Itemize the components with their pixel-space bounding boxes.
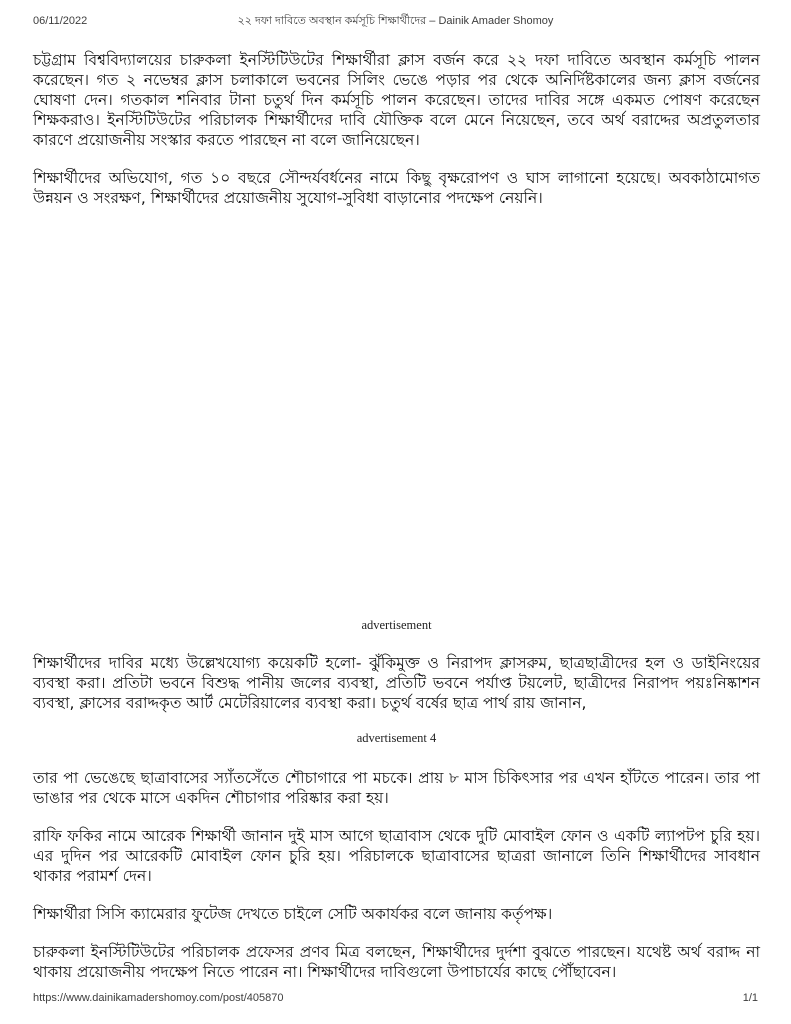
advertisement-label: advertisement <box>361 618 432 632</box>
article-paragraph: শিক্ষার্থীদের দাবির মধ্যে উল্লেখযোগ্য কয়েকটি হলো- ঝুঁকিমুক্ত ও নিরাপদ ক্লাসরুম, ছাত্রছাত্রীদের হল ও ডাইনিংয়ের ব্যবস্থা করা। প্রতিটা ভবনে বিশুদ্ধ পানীয় জলের ব্যবস্থা, প্রতিটি ভবনে পর্যাপ্ত টয়লেট, ছাত্রীদের নিরাপদ পয়ঃনিষ্কাশন ব্যবস্থা, ক্লাসের বরাদ্দকৃত আর্ট মেটেরিয়ালের ব্যবস্থা করা। চতুর্থ বর্ষের ছাত্র পার্থ রায় জানান, <box>33 654 760 712</box>
article-paragraph: তার পা ভেঙেছে ছাত্রাবাসের স্যাঁতসেঁতে শৌচাগারে পা মচকে। প্রায় ৮ মাস চিকিৎসার পর এখন হাঁটতে পারেন। তার পা ভাঙার পর থেকে মাসে একদিন শৌচাগার পরিষ্কার করা হয়। <box>33 769 760 807</box>
article-paragraph: শিক্ষার্থীদের অভিযোগ, গত ১০ বছরে সৌন্দর্যবর্ধনের নামে কিছু বৃক্ষরোপণ ও ঘাস লাগানো হয়েছে। অবকাঠামোগত উন্নয়ন ও সংরক্ষণ, শিক্ষার্থীদের প্রয়োজনীয় সুযোগ-সুবিধা বাড়ানোর পদক্ষেপ নেয়নি। <box>33 169 760 207</box>
empty-ad-slot <box>33 226 760 618</box>
article-paragraph: শিক্ষার্থীরা সিসি ক্যামেরার ফুটেজ দেখতে চাইলে সেটি অকার্যকর বলে জানায় কর্তৃপক্ষ। <box>33 905 553 923</box>
article-paragraph: চট্টগ্রাম বিশ্ববিদ্যালয়ের চারুকলা ইনস্টিটিউটের শিক্ষার্থীরা ক্লাস বর্জন করে ২২ দফা দাবিতে অবস্থান কর্মসূচি পালন করেছেন। গত ২ নভেম্বর ক্লাস চলাকালে ভবনের সিলিং ভেঙে পড়ার পর থেকে অনির্দিষ্টকালের জন্য ক্লাস বর্জনের ঘোষণা দেন। গতকাল শনিবার টানা চতুর্থ দিন কর্মসূচি পালন করেছেন। তাদের দাবির সঙ্গে একমত পোষণ করেছেন শিক্ষকরাও। ইনস্টিটিউটের পরিচালক শিক্ষার্থীদের দাবি যৌক্তিক বলে মেনে নিয়েছেন, তবে অর্থ বরাদ্দের অপ্রতুলতার কারণে প্রয়োজনীয় সংস্কার করতে পারছেন না বলে জানিয়েছেন। <box>33 51 760 149</box>
page-title: ২২ দফা দাবিতে অবস্থান কর্মসূচি শিক্ষার্থীদের – Dainik Amader Shomoy <box>237 15 554 27</box>
print-date: 06/11/2022 <box>33 15 88 27</box>
article-paragraph: রাফি ফকির নামে আরেক শিক্ষার্থী জানান দুই মাস আগে ছাত্রাবাস থেকে দুটি মোবাইল ফোন ও একটি ল্যাপটপ চুরি হয়। এর দুদিন পর আরেকটি মোবাইল ফোন চুরি হয়। পরিচালকে ছাত্রাবাসের ছাত্ররা জানালে তিনি শিক্ষার্থীদের সাবধান থাকার পরামর্শ দেন। <box>33 827 760 885</box>
page-indicator: 1/1 <box>742 992 758 1004</box>
print-footer <box>33 992 758 1004</box>
print-header <box>33 12 758 31</box>
article-body <box>33 40 760 1000</box>
advertisement-label: advertisement 4 <box>356 731 437 745</box>
source-url: https://www.dainikamadershomoy.com/post/405870 <box>33 992 284 1004</box>
article-paragraph: চারুকলা ইনস্টিটিউটের পরিচালক প্রফেসর প্রণব মিত্র বলছেন, শিক্ষার্থীদের দুর্দশা বুঝতে পারছেন। যথেষ্ট অর্থ বরাদ্দ না থাকায় প্রয়োজনীয় পদক্ষেপ নিতে পারেন না। শিক্ষার্থীদের দাবিগুলো উপাচার্যের কাছে পৌঁছাবেন। <box>33 943 760 981</box>
